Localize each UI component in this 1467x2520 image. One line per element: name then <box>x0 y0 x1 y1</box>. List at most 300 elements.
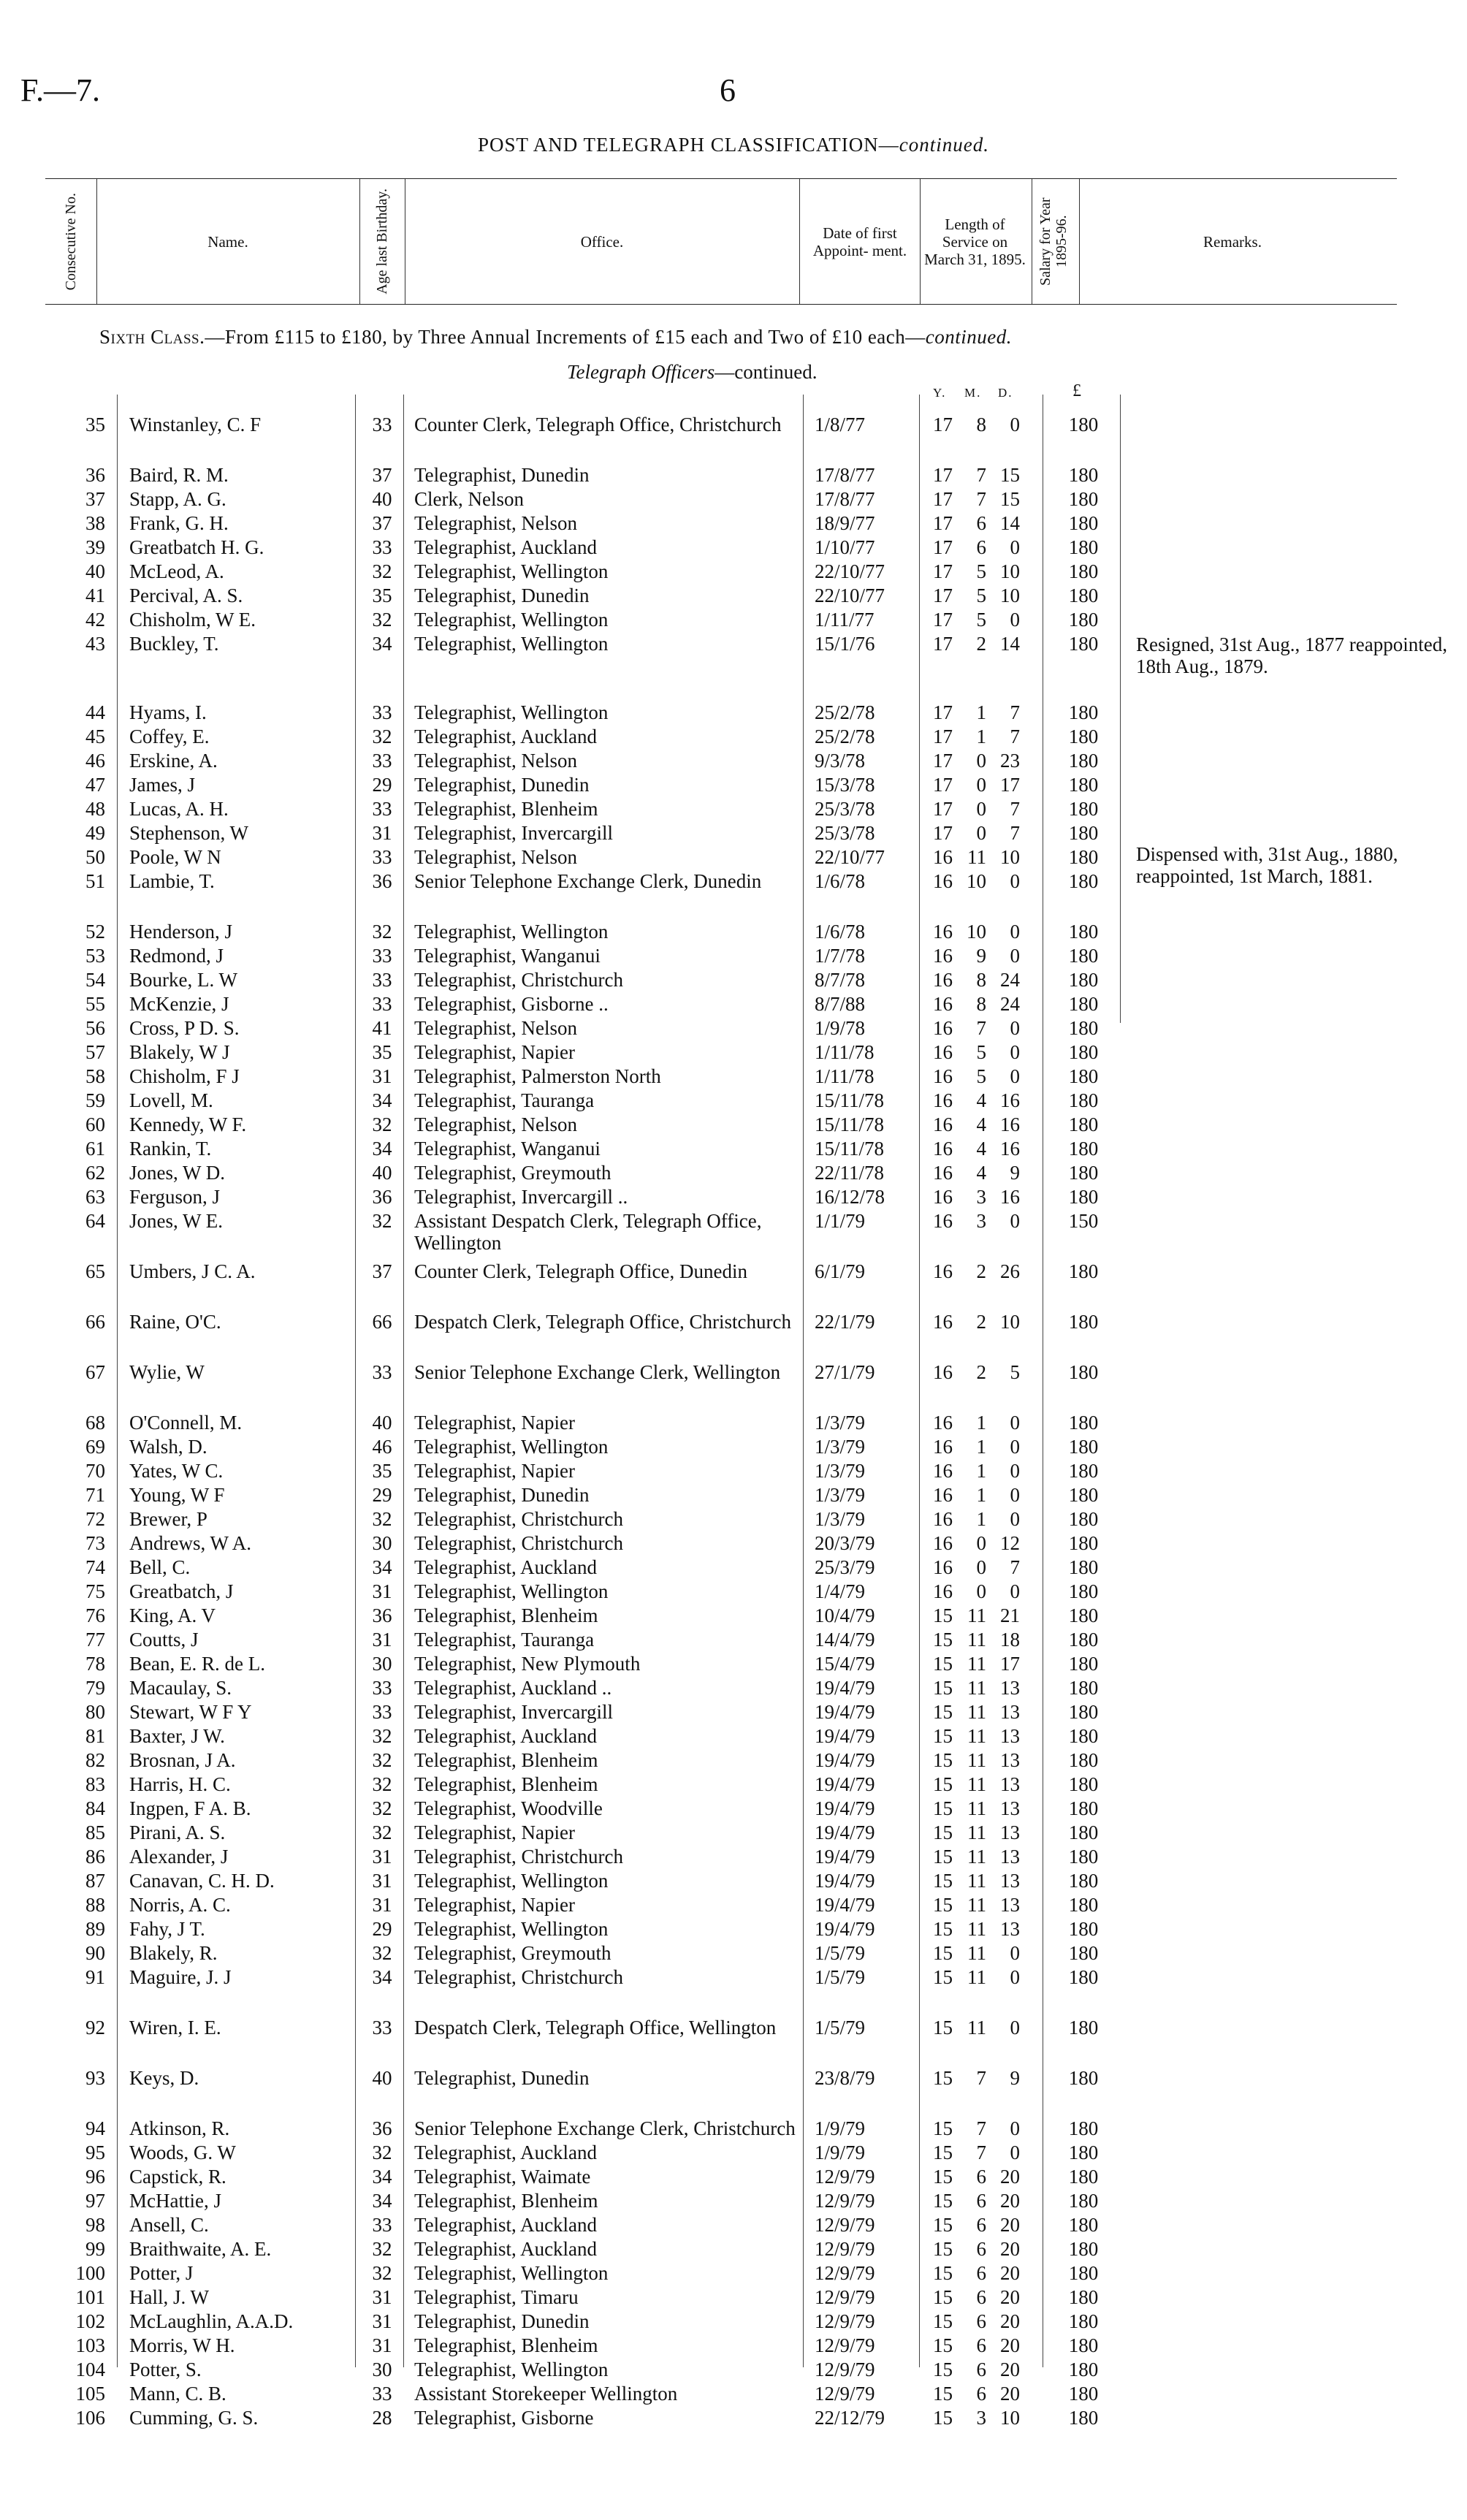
row-salary: 180 <box>1068 870 1099 892</box>
table-header <box>45 178 1397 305</box>
row-age: 32 <box>372 2238 392 2260</box>
row-date: 25/3/79 <box>815 1556 875 1578</box>
row-number: 53 <box>85 945 105 967</box>
row-number: 72 <box>85 1508 105 1530</box>
row-days: 20 <box>1000 2310 1020 2332</box>
row-salary: 180 <box>1068 2214 1099 2236</box>
row-date: 1/10/77 <box>815 536 875 558</box>
row-date: 25/3/78 <box>815 822 875 844</box>
row-office: Senior Telephone Exchange Clerk, Dunedin <box>414 870 762 892</box>
row-number: 45 <box>85 726 105 747</box>
row-months: 0 <box>976 774 986 796</box>
row-salary: 180 <box>1068 1580 1099 1602</box>
row-days: 7 <box>1010 798 1020 820</box>
row-date: 25/2/78 <box>815 701 875 723</box>
row-days: 20 <box>1000 2359 1020 2380</box>
row-months: 1 <box>976 701 986 723</box>
row-salary: 180 <box>1068 2142 1099 2163</box>
col-age: Age last Birthday. <box>374 189 390 294</box>
row-salary: 180 <box>1068 2262 1099 2284</box>
row-months: 5 <box>976 1041 986 1063</box>
row-date: 1/1/79 <box>815 1210 866 1232</box>
row-days: 24 <box>1000 993 1020 1015</box>
row-name: Frank, G. H. <box>129 512 229 534</box>
row-number: 92 <box>85 2017 105 2039</box>
row-date: 8/7/88 <box>815 993 866 1015</box>
row-salary: 180 <box>1068 2190 1099 2212</box>
row-office: Telegraphist, Greymouth <box>414 1942 611 1964</box>
row-days: 17 <box>1000 1653 1020 1675</box>
row-office: Telegraphist, Gisborne <box>414 2407 594 2429</box>
row-months: 11 <box>967 1773 986 1795</box>
row-office: Telegraphist, Wellington <box>414 633 609 655</box>
row-age: 32 <box>372 1942 392 1964</box>
row-date: 9/3/78 <box>815 750 866 772</box>
row-name: Blakely, R. <box>129 1942 218 1964</box>
row-date: 1/11/78 <box>815 1041 875 1063</box>
row-salary: 180 <box>1068 726 1099 747</box>
row-office: Telegraphist, Wellington <box>414 560 609 582</box>
row-date: 12/9/79 <box>815 2383 875 2405</box>
row-age: 34 <box>372 1556 392 1578</box>
row-name: Lovell, M. <box>129 1089 213 1111</box>
row-name: Canavan, C. H. D. <box>129 1870 275 1892</box>
row-years: 15 <box>933 2262 953 2284</box>
row-date: 1/5/79 <box>815 1942 866 1964</box>
page-number: 6 <box>720 72 736 108</box>
row-months: 10 <box>967 870 986 892</box>
row-age: 34 <box>372 1138 392 1160</box>
row-years: 16 <box>933 1210 953 1232</box>
row-date: 17/8/77 <box>815 464 875 486</box>
row-name: Capstick, R. <box>129 2166 226 2188</box>
row-days: 0 <box>1010 536 1020 558</box>
row-number: 94 <box>85 2117 105 2139</box>
row-name: Morris, W H. <box>129 2334 235 2356</box>
row-age: 34 <box>372 633 392 655</box>
row-salary: 180 <box>1068 1942 1099 1964</box>
row-office: Senior Telephone Exchange Clerk, Christchurch <box>414 2117 796 2139</box>
row-salary: 180 <box>1068 1629 1099 1651</box>
row-office: Telegraphist, Dunedin <box>414 2067 590 2089</box>
row-salary: 180 <box>1068 1966 1099 1988</box>
row-months: 4 <box>976 1089 986 1111</box>
page-title <box>0 134 1467 156</box>
row-age: 36 <box>372 870 392 892</box>
row-number: 91 <box>85 1966 105 1988</box>
row-days: 15 <box>1000 488 1020 510</box>
row-days: 24 <box>1000 969 1020 991</box>
row-days: 0 <box>1010 1017 1020 1039</box>
row-years: 17 <box>933 609 953 631</box>
row-years: 16 <box>933 1114 953 1135</box>
row-days: 5 <box>1010 1361 1020 1383</box>
row-office: Telegraphist, Christchurch <box>414 969 624 991</box>
row-years: 17 <box>933 633 953 655</box>
row-months: 1 <box>976 1460 986 1482</box>
row-name: Ferguson, J <box>129 1186 221 1208</box>
row-months: 5 <box>976 609 986 631</box>
row-office: Clerk, Nelson <box>414 488 524 510</box>
row-age: 32 <box>372 921 392 943</box>
row-months: 1 <box>976 1436 986 1458</box>
row-months: 11 <box>967 1677 986 1699</box>
row-date: 19/4/79 <box>815 1846 875 1868</box>
row-days: 9 <box>1010 2067 1020 2089</box>
row-office: Telegraphist, Auckland .. <box>414 1677 612 1699</box>
row-years: 16 <box>933 1017 953 1039</box>
row-date: 15/11/78 <box>815 1114 885 1135</box>
row-years: 16 <box>933 1532 953 1554</box>
row-age: 32 <box>372 1725 392 1747</box>
row-date: 19/4/79 <box>815 1701 875 1723</box>
row-office: Telegraphist, Tauranga <box>414 1089 595 1111</box>
row-number: 63 <box>85 1186 105 1208</box>
row-years: 15 <box>933 2017 953 2039</box>
unit-years: Y. <box>933 386 947 400</box>
row-months: 7 <box>976 488 986 510</box>
row-years: 16 <box>933 846 953 868</box>
row-number: 73 <box>85 1532 105 1554</box>
row-months: 0 <box>976 1580 986 1602</box>
row-date: 15/4/79 <box>815 1653 875 1675</box>
row-age: 28 <box>372 2407 392 2429</box>
row-salary: 180 <box>1068 1186 1099 1208</box>
row-office: Telegraphist, Gisborne .. <box>414 993 609 1015</box>
row-months: 6 <box>976 2190 986 2212</box>
row-name: Bourke, L. W <box>129 969 237 991</box>
row-office: Telegraphist, Nelson <box>414 512 578 534</box>
row-name: Jones, W D. <box>129 1162 226 1184</box>
row-years: 16 <box>933 1138 953 1160</box>
row-years: 17 <box>933 585 953 606</box>
row-years: 15 <box>933 2067 953 2089</box>
row-age: 32 <box>372 2262 392 2284</box>
row-age: 41 <box>372 1017 392 1039</box>
row-salary: 180 <box>1068 2166 1099 2188</box>
row-days: 13 <box>1000 1846 1020 1868</box>
row-months: 4 <box>976 1114 986 1135</box>
row-office: Telegraphist, Wellington <box>414 1918 609 1940</box>
row-date: 1/6/78 <box>815 921 866 943</box>
row-days: 0 <box>1010 1412 1020 1434</box>
row-days: 20 <box>1000 2383 1020 2405</box>
row-office: Telegraphist, Christchurch <box>414 1966 624 1988</box>
row-number: 84 <box>85 1797 105 1819</box>
row-name: Stapp, A. G. <box>129 488 226 510</box>
row-years: 16 <box>933 1162 953 1184</box>
row-name: Norris, A. C. <box>129 1894 231 1916</box>
row-days: 0 <box>1010 1942 1020 1964</box>
row-date: 19/4/79 <box>815 1677 875 1699</box>
row-years: 15 <box>933 2383 953 2405</box>
row-months: 9 <box>976 945 986 967</box>
row-salary: 180 <box>1068 1773 1099 1795</box>
row-number: 89 <box>85 1918 105 1940</box>
row-number: 101 <box>75 2286 105 2308</box>
row-office: Assistant Storekeeper Wellington <box>414 2383 678 2405</box>
row-days: 0 <box>1010 1966 1020 1988</box>
row-name: Fahy, J T. <box>129 1918 205 1940</box>
row-office: Telegraphist, Wellington <box>414 701 609 723</box>
row-name: Maguire, J. J <box>129 1966 232 1988</box>
row-office: Telegraphist, Auckland <box>414 536 598 558</box>
document-reference: F.—7. <box>20 72 100 108</box>
row-days: 10 <box>1000 846 1020 868</box>
row-age: 40 <box>372 1412 392 1434</box>
row-date: 15/11/78 <box>815 1138 885 1160</box>
row-office: Telegraphist, Dunedin <box>414 2310 590 2332</box>
row-office: Telegraphist, Wellington <box>414 921 609 943</box>
row-date: 17/8/77 <box>815 488 875 510</box>
row-age: 33 <box>372 2383 392 2405</box>
row-days: 0 <box>1010 609 1020 631</box>
row-office: Telegraphist, Dunedin <box>414 774 590 796</box>
row-date: 22/10/77 <box>815 846 885 868</box>
row-number: 61 <box>85 1138 105 1160</box>
row-years: 16 <box>933 1580 953 1602</box>
title-main: POST AND TELEGRAPH CLASSIFICATION— <box>477 134 899 156</box>
row-salary: 180 <box>1068 414 1099 435</box>
row-days: 7 <box>1010 1556 1020 1578</box>
row-salary: 180 <box>1068 1749 1099 1771</box>
row-days: 0 <box>1010 1210 1020 1232</box>
row-age: 46 <box>372 1436 392 1458</box>
row-number: 76 <box>85 1604 105 1626</box>
row-age: 40 <box>372 2067 392 2089</box>
row-number: 86 <box>85 1846 105 1868</box>
row-name: Chisholm, F J <box>129 1065 240 1087</box>
row-office: Telegraphist, Nelson <box>414 1017 578 1039</box>
row-months: 6 <box>976 2383 986 2405</box>
row-office: Telegraphist, Timaru <box>414 2286 579 2308</box>
row-months: 4 <box>976 1138 986 1160</box>
row-number: 99 <box>85 2238 105 2260</box>
row-name: Erskine, A. <box>129 750 218 772</box>
row-salary: 180 <box>1068 1677 1099 1699</box>
row-date: 1/3/79 <box>815 1484 866 1506</box>
row-age: 33 <box>372 1701 392 1723</box>
row-date: 19/4/79 <box>815 1822 875 1843</box>
row-days: 0 <box>1010 921 1020 943</box>
row-months: 11 <box>967 1846 986 1868</box>
row-number: 90 <box>85 1942 105 1964</box>
row-days: 16 <box>1000 1186 1020 1208</box>
row-age: 32 <box>372 1508 392 1530</box>
row-salary: 180 <box>1068 701 1099 723</box>
row-office: Telegraphist, Auckland <box>414 726 598 747</box>
row-number: 51 <box>85 870 105 892</box>
row-date: 19/4/79 <box>815 1894 875 1916</box>
row-years: 17 <box>933 414 953 435</box>
row-office: Telegraphist, Wellington <box>414 609 609 631</box>
row-date: 12/9/79 <box>815 2286 875 2308</box>
row-months: 1 <box>976 726 986 747</box>
row-name: Potter, S. <box>129 2359 202 2380</box>
row-age: 31 <box>372 1580 392 1602</box>
row-office: Telegraphist, Wellington <box>414 2262 609 2284</box>
row-name: Percival, A. S. <box>129 585 243 606</box>
row-office: Telegraphist, Invercargill <box>414 1701 614 1723</box>
row-name: Hall, J. W <box>129 2286 209 2308</box>
row-number: 43 <box>85 633 105 655</box>
row-years: 16 <box>933 1089 953 1111</box>
row-number: 71 <box>85 1484 105 1506</box>
row-years: 15 <box>933 2190 953 2212</box>
row-name: Blakely, W J <box>129 1041 230 1063</box>
row-date: 19/4/79 <box>815 1918 875 1940</box>
row-age: 32 <box>372 1749 392 1771</box>
row-years: 16 <box>933 969 953 991</box>
row-days: 17 <box>1000 774 1020 796</box>
row-salary: 180 <box>1068 2359 1099 2380</box>
row-name: Stephenson, W <box>129 822 248 844</box>
row-name: Greatbatch H. G. <box>129 536 264 558</box>
row-salary: 180 <box>1068 774 1099 796</box>
row-date: 19/4/79 <box>815 1797 875 1819</box>
row-office: Senior Telephone Exchange Clerk, Wellington <box>414 1361 781 1383</box>
row-age: 33 <box>372 701 392 723</box>
row-number: 58 <box>85 1065 105 1087</box>
row-months: 8 <box>976 969 986 991</box>
row-date: 22/11/78 <box>815 1162 885 1184</box>
row-name: Woods, G. W <box>129 2142 236 2163</box>
row-years: 16 <box>933 1041 953 1063</box>
row-years: 17 <box>933 512 953 534</box>
row-office: Telegraphist, Dunedin <box>414 585 590 606</box>
row-name: Yates, W C. <box>129 1460 224 1482</box>
row-salary: 180 <box>1068 1138 1099 1160</box>
row-number: 96 <box>85 2166 105 2188</box>
row-salary: 180 <box>1068 1894 1099 1916</box>
row-salary: 180 <box>1068 1532 1099 1554</box>
row-days: 0 <box>1010 414 1020 435</box>
row-number: 48 <box>85 798 105 820</box>
row-months: 11 <box>967 846 986 868</box>
row-name: King, A. V <box>129 1604 216 1626</box>
row-salary: 180 <box>1068 1797 1099 1819</box>
row-salary: 150 <box>1068 1210 1099 1232</box>
row-number: 75 <box>85 1580 105 1602</box>
row-years: 15 <box>933 2334 953 2356</box>
row-salary: 180 <box>1068 2310 1099 2332</box>
row-days: 0 <box>1010 1436 1020 1458</box>
row-number: 60 <box>85 1114 105 1135</box>
row-number: 42 <box>85 609 105 631</box>
row-months: 11 <box>967 1822 986 1843</box>
row-days: 18 <box>1000 1629 1020 1651</box>
row-age: 33 <box>372 536 392 558</box>
row-name: Poole, W N <box>129 846 221 868</box>
row-years: 16 <box>933 1361 953 1383</box>
row-office: Telegraphist, Invercargill <box>414 822 614 844</box>
row-office: Telegraphist, Nelson <box>414 750 578 772</box>
row-name: Henderson, J <box>129 921 232 943</box>
row-days: 0 <box>1010 870 1020 892</box>
row-name: McLeod, A. <box>129 560 224 582</box>
row-number: 70 <box>85 1460 105 1482</box>
row-years: 15 <box>933 1604 953 1626</box>
row-number: 83 <box>85 1773 105 1795</box>
row-office: Telegraphist, Wellington <box>414 1870 609 1892</box>
row-age: 33 <box>372 414 392 435</box>
row-salary: 180 <box>1068 1822 1099 1843</box>
row-age: 31 <box>372 1846 392 1868</box>
row-salary: 180 <box>1068 1162 1099 1184</box>
row-months: 7 <box>976 2067 986 2089</box>
row-age: 34 <box>372 1966 392 1988</box>
row-age: 36 <box>372 1186 392 1208</box>
remark-50: Dispensed with, 31st Aug., 1880, reappointed, 1st March, 1881. <box>1136 843 1398 887</box>
row-years: 16 <box>933 1065 953 1087</box>
row-age: 34 <box>372 1089 392 1111</box>
row-name: Kennedy, W F. <box>129 1114 247 1135</box>
row-years: 16 <box>933 993 953 1015</box>
row-office: Telegraphist, Auckland <box>414 1725 598 1747</box>
row-months: 3 <box>976 1186 986 1208</box>
row-years: 15 <box>933 1846 953 1868</box>
row-months: 2 <box>976 1311 986 1333</box>
row-date: 1/3/79 <box>815 1436 866 1458</box>
row-name: Young, W F <box>129 1484 225 1506</box>
row-years: 15 <box>933 1629 953 1651</box>
row-salary: 180 <box>1068 1846 1099 1868</box>
row-years: 15 <box>933 1870 953 1892</box>
row-name: Ansell, C. <box>129 2214 209 2236</box>
row-name: Greatbatch, J <box>129 1580 234 1602</box>
unit-pound: £ <box>1072 381 1081 400</box>
col-length: Length of Service on March 31, 1895. <box>924 215 1026 268</box>
row-months: 11 <box>967 1942 986 1964</box>
row-days: 10 <box>1000 585 1020 606</box>
row-days: 21 <box>1000 1604 1020 1626</box>
row-months: 8 <box>976 993 986 1015</box>
row-salary: 180 <box>1068 1041 1099 1063</box>
row-months: 0 <box>976 822 986 844</box>
row-days: 0 <box>1010 945 1020 967</box>
row-salary: 180 <box>1068 1701 1099 1723</box>
row-months: 11 <box>967 1749 986 1771</box>
row-days: 13 <box>1000 1725 1020 1747</box>
row-months: 1 <box>976 1412 986 1434</box>
row-salary: 180 <box>1068 1725 1099 1747</box>
row-number: 67 <box>85 1361 105 1383</box>
row-date: 19/4/79 <box>815 1773 875 1795</box>
row-salary: 180 <box>1068 1436 1099 1458</box>
row-age: 32 <box>372 1797 392 1819</box>
col-date: Date of first Appoint- ment. <box>812 224 907 259</box>
row-age: 37 <box>372 464 392 486</box>
row-name: Mann, C. B. <box>129 2383 226 2405</box>
row-months: 0 <box>976 1532 986 1554</box>
row-months: 0 <box>976 750 986 772</box>
row-name: McKenzie, J <box>129 993 229 1015</box>
row-years: 16 <box>933 1556 953 1578</box>
row-office: Telegraphist, Blenheim <box>414 2190 598 2212</box>
row-years: 16 <box>933 1460 953 1482</box>
row-date: 1/8/77 <box>815 414 866 435</box>
row-salary: 180 <box>1068 2407 1099 2429</box>
row-age: 33 <box>372 750 392 772</box>
row-age: 31 <box>372 2310 392 2332</box>
row-office: Telegraphist, Napier <box>414 1460 576 1482</box>
row-years: 16 <box>933 870 953 892</box>
row-number: 50 <box>85 846 105 868</box>
row-salary: 180 <box>1068 993 1099 1015</box>
row-salary: 180 <box>1068 1114 1099 1135</box>
row-days: 13 <box>1000 1870 1020 1892</box>
row-years: 17 <box>933 774 953 796</box>
